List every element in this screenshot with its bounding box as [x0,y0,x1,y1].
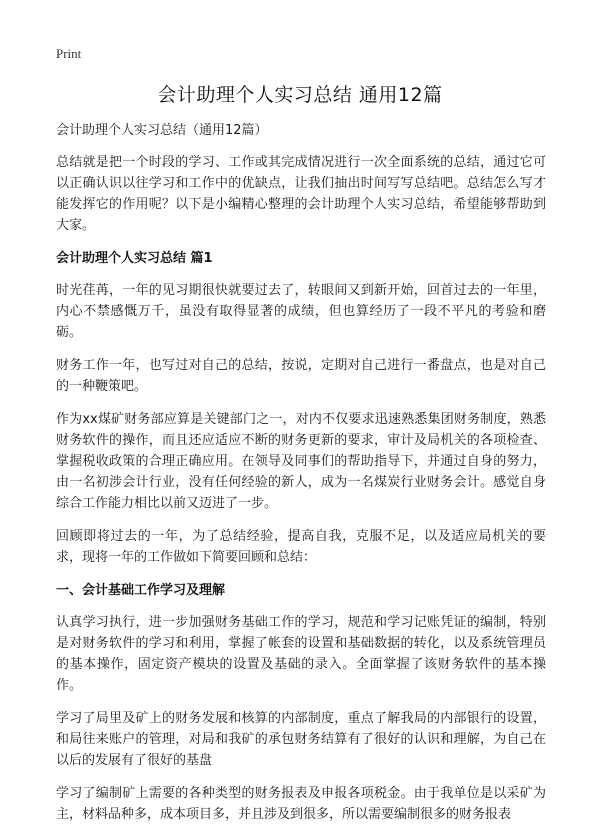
paragraph: 时光荏苒，一年的见习期很快就要过去了，转眼间又到新开始，回首过去的一年里，内心不禁感慨万千，虽没有取得显著的成绩，但也算经历了一段不平凡的考验和磨砺。 [56,283,546,340]
print-link[interactable]: Print [56,46,82,61]
subsection-heading: 一、会计基础工作学习及理解 [56,583,226,598]
paragraph: 作为xx煤矿财务部应算是关键部门之一，对内不仅要求迅速熟悉集团财务制度，熟悉财务软件的操作，而且还应适应不断的财务更新的要求，审计及局机关的各项检查、掌握税收政策的合理正确应用。在领导及同事们的帮助指导下，并通过自身的努力，由一名初涉会计行业，没有任何经验的新人，成为一名煤炭行业财务会计。感觉自身综合工作能力相比以前又迈进了一步。 [56,412,546,511]
paragraph: 财务工作一年，也写过对自己的总结，按说，定期对自己进行一番盘点，也是对自己的一种鞭策吧。 [56,358,546,394]
paragraph: 学习了编制矿上需要的各种类型的财务报表及申报各项税金。由于我单位是以采矿为主，材料品种多，成本项目多，并且涉及到很多，所以需要编制很多的财务报表 [56,786,546,822]
intro-paragraph: 总结就是把一个时段的学习、工作或其完成情况进行一次全面系统的总结，通过它可以正确认识以往学习和工作中的优缺点，让我们抽出时间写写总结吧。总结怎么写才能发挥它的作用呢？以下是小编精心整理的会计助理个人实习总结，希望能够帮助到大家。 [56,155,546,233]
paragraph: 认真学习执行，进一步加强财务基础工作的学习，规范和学习记账凭证的编制，特别是对财务软件的学习和利用，掌握了帐套的设置和基础数据的转化，以及系统管理员的基本操作，固定资产模块的设置及基础的录入。全面掌握了该财务软件的基本操作。 [56,615,546,693]
document-body [56,120,546,828]
paragraph: 学习了局里及矿上的财务发展和核算的内部制度，重点了解我局的内部银行的设置，和局往来账户的管理，对局和我矿的承包财务结算有了很好的认识和理解，为自己在以后的发展有了很好的基盘 [56,711,546,768]
document-title: 会计助理个人实习总结 通用12篇 [157,84,443,106]
section-heading: 会计助理个人实习总结 篇1 [56,251,213,266]
paragraph: 回顾即将过去的一年，为了总结经验，提高自我，克服不足，以及适应局机关的要求，现将一年的工作做如下简要回顾和总结： [56,529,546,565]
document-subtitle: 会计助理个人实习总结（通用12篇） [56,123,268,138]
